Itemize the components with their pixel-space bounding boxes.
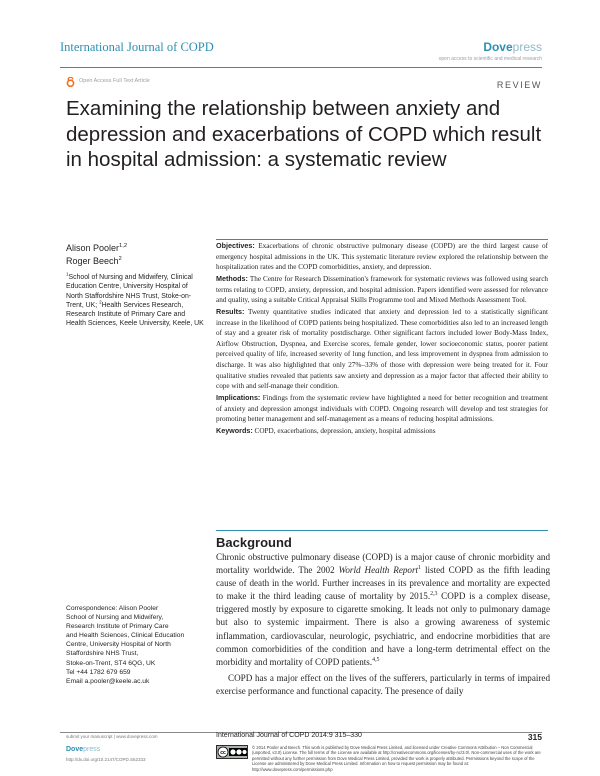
publisher-logo — [483, 40, 542, 54]
abstract-bottom-rule — [216, 530, 548, 531]
abstract — [216, 241, 548, 438]
open-access-label: Open Access Full Text Article — [79, 78, 150, 84]
affiliations: $^1$School of Nursing and Midwifery, Clinical Education Centre, University Hospital of North Staffordshire NHS Trust, Stoke-on-Trent, UK; $^2$Health Services Research, Research Institute of Primary Care and Health Sciences, Keele University, Keele, UK — [66, 271, 204, 328]
email-link[interactable]: Email a.pooler@keele.ac.uk — [66, 677, 150, 685]
abstract-objectives: Objectives: Exacerbations of chronic obstructive pulmonary disease (COPD) are the third largest cause of emergency hospital admissions in the UK. This systematic literature review explored the relationship between the hospitalization rates and the COPD comorbidities, anxiety, and depression. — [216, 241, 548, 272]
abstract-results: Results: Twenty quantitative studies indicated that anxiety and depression led to a statistically significant increase in the likelihood of COPD patients being hospitalized. These comorbidities also led to an increased length of stay and a greater risk of mortality postdischarge. Other significant factors included lower Body-Mass Index, Airflow Obstruction, Dyspnea, and Exercise scores, female gender, lower socioeconomic status, poorer patient perceived quality of life, increased severity of lung function, and less improvement in dyspnea from admission to discharge. It was also highlighted that only 27%–33% of those with depression were being treated for it. Four qualitative studies revealed that patients saw anxiety and depression as a major factor that affected their ability to cope with and self-manage their condition. — [216, 307, 548, 391]
author: Roger Beech$^2$ — [66, 256, 122, 266]
svg-text:cc: cc — [220, 750, 226, 756]
publisher-logo-press: press — [512, 40, 542, 54]
author-list — [66, 242, 127, 268]
doi-link[interactable]: http://dx.doi.org/10.2147/COPD.S62333 — [66, 757, 146, 762]
page-number: 315 — [527, 732, 542, 742]
open-access-icon — [66, 77, 75, 87]
abstract-methods: Methods: The Centre for Research Dissemination's framework for systematic reviews was followed using search terms relating to COPD, anxiety, depression, and hospital admission. Papers identified were assessed for relevance and quality, using a suitable Critical Appraisal Skills Programme tool and Mixed Methods Assessment Tool. — [216, 274, 548, 305]
publisher-logo-dove: Dove — [483, 40, 513, 54]
article-type: REVIEW — [496, 80, 542, 90]
background-text — [216, 551, 550, 698]
footer-journal-ref: International Journal of COPD 2014:9 315–330 — [216, 732, 362, 739]
author: Alison Pooler$^{1,2}$ — [66, 243, 128, 253]
correspondence: Correspondence: Alison Pooler School of Nursing and Midwifery, Research Institute of Primary Care and Health Sciences, Clinical Education Centre, University Hospital of North Staffordshire NHS Trust, Stoke-on-Trent, ST4 6QG, UK Tel +44 1782 679 659 Email a.pooler@keele.ac.uk — [66, 604, 206, 686]
submit-link[interactable]: submit your manuscript | www.dovepress.com — [66, 734, 158, 739]
footer-publisher-logo: Dovepress — [66, 746, 101, 753]
creative-commons-icon — [216, 745, 248, 759]
paragraph: Chronic obstructive pulmonary disease (COPD) is a major cause of chronic morbidity and mortality worldwide. The 2002 World Health Report$^1$ listed COPD as the fifth leading cause of death in the world. Further increases in its prevalence and mortality are expected to make it the third leading cause of mortality by 2015.$^{2,3}$ COPD is a complex disease, triggered mostly by exposure to cigarette smoking. It leads not only to pulmonary damage but also to systemic impairment. There is also a growing awareness of systemic inflammation, cardiovascular, neurologic, psychiatric, and endocrine morbidities that are common comorbidities of the condition and have a long-term detrimental effect on the morbidity and mortality of COPD patients.$^{4,5}$ — [216, 552, 550, 667]
license-text: © 2014 Pooler and Beech. This work is published by Dove Medical Press Limited, and licensed under Creative Commons Attribution – Non Commercial (unported, v3.0) License. The full terms of the License are available at http://creativecommons.org/licenses/by-nc/3.0/. Non-commercial uses of the work are permitted without any further permission from Dove Medical Press Limited, provided the work is properly attributed. Permissions beyond the scope of the License are administered by Dove Medical Press Limited. Information on how to request permission may be found at: http://www.dovepress.com/permissions.php — [252, 745, 541, 772]
abstract-keywords: Keywords: COPD, exacerbations, depression, anxiety, hospital admissions — [216, 426, 436, 436]
abstract-implications: Implications: Findings from the systematic review have highlighted a need for better recognition and treatment of anxiety and depression amongst individuals with COPD. Ongoing research will develop and test strategies for promoting better management and self-management as a means of reducing hospital admissions. — [216, 393, 549, 424]
paragraph: COPD has a major effect on the lives of the sufferers, particularly in terms of impaired exercise performance and functional capacity. The presence of daily — [216, 672, 550, 696]
abstract-top-rule — [216, 239, 548, 240]
publisher-tagline: open access to scientific and medical research — [438, 56, 542, 62]
header-divider — [60, 67, 542, 68]
section-heading: Background — [216, 535, 292, 550]
article-title: Examining the relationship between anxiety and depression and exacerbations of COPD which result in hospital admission: a systematic review — [66, 97, 542, 171]
journal-name: International Journal of COPD — [60, 40, 214, 54]
